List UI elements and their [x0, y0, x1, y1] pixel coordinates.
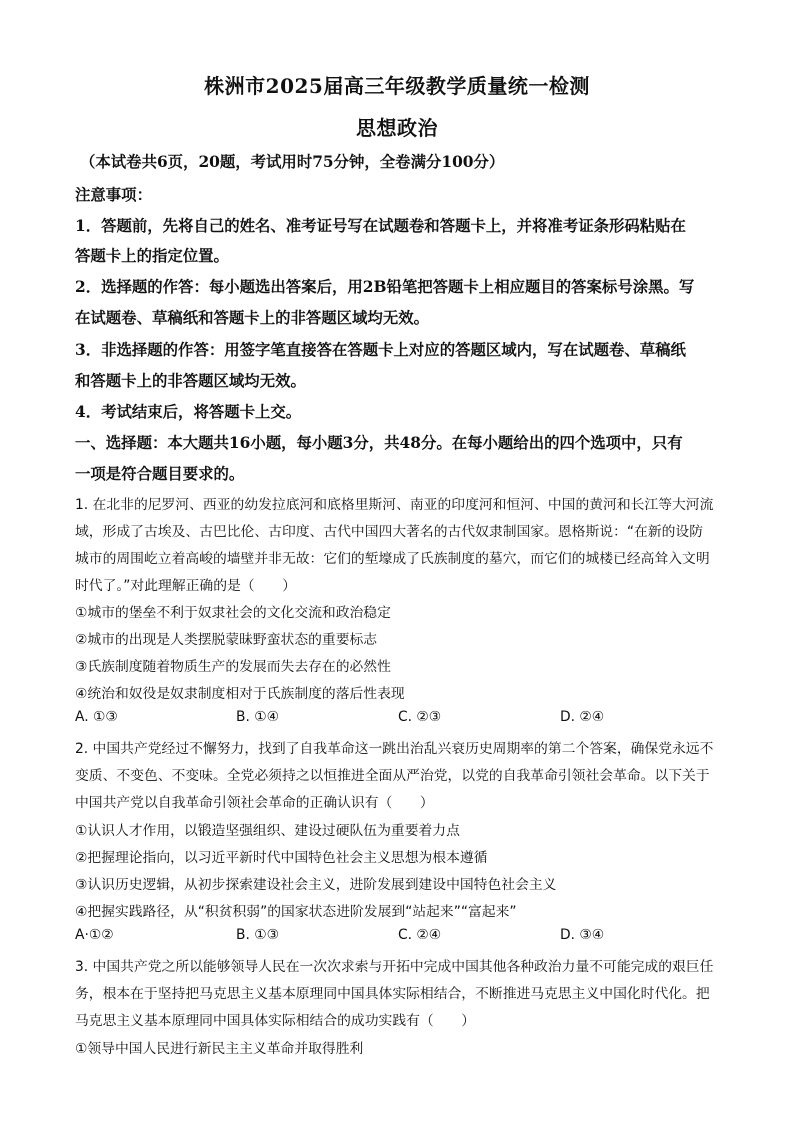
question-3-stem: 3. 中国共产党之所以能够领导人民在一次次求索与开拓中完成中国其他各种政治力量不可能完成的艰巨任 — [75, 959, 714, 975]
question-2-item: ①认识人才作用，以锻造坚强组织、建设过硬队伍为重要着力点 — [75, 823, 460, 839]
notes-line: 和答题卡上的非答题区域均无效。 — [75, 372, 306, 390]
question-2-item: ②把握理论指向，以习近平新时代中国特色社会主义思想为根本遵循 — [75, 850, 488, 866]
notes-line: 1．答题前，先将自己的姓名、准考证号写在试题卷和答题卡上，并将准考证条形码粘贴在 — [75, 217, 686, 235]
section-heading: 一、选择题：本大题共16小题，每小题3分，共48分。在每小题给出的四个选项中，只有 — [75, 434, 683, 452]
question-2-option-c: C. ②④ — [398, 927, 442, 943]
question-3-stem: 务，根本在于坚持把马克思主义基本原理同中国具体实际相结合，不断推进马克思主义中国化时代化。把 — [75, 986, 710, 1002]
question-1-item: ③氏族制度随着物质生产的发展而失去存在的必然性 — [75, 659, 391, 675]
question-1-stem: 时代了。”对此理解正确的是（ ） — [75, 578, 296, 594]
section-heading: 一项是符合题目要求的。 — [75, 465, 245, 483]
question-2-item: ④把握实践路径，从“积贫积弱”的国家状态进阶发展到“站起来”“富起来” — [75, 904, 517, 920]
question-3-item: ①领导中国人民进行新民主主义革命并取得胜利 — [75, 1041, 364, 1057]
question-1-option-a: A. ①③ — [75, 709, 118, 725]
question-3-stem: 马克思主义基本原理同中国具体实际相结合的成功实践有（ ） — [75, 1013, 476, 1029]
notes-line: 3．非选择题的作答：用签字笔直接答在答题卡上对应的答题区域内，写在试题卷、草稿纸 — [75, 341, 686, 359]
exam-title: 株洲市2025届高三年级教学质量统一检测 — [204, 74, 590, 98]
question-2-stem: 变质、不变色、不变味。全党必须持之以恒推进全面从严治党，以党的自我革命引领社会革命。以下关于 — [75, 768, 710, 784]
question-1-item: ①城市的堡垒不利于奴隶社会的文化交流和政治稳定 — [75, 605, 391, 621]
question-2-option-d: D. ③④ — [560, 927, 605, 943]
notes-heading: 注意事项： — [75, 186, 152, 204]
question-1-item: ④统治和奴役是奴隶制度相对于氏族制度的落后性表现 — [75, 686, 405, 702]
question-1-option-d: D. ②④ — [560, 709, 605, 725]
question-1-stem: 1. 在北非的尼罗河、西亚的幼发拉底河和底格里斯河、南亚的印度河和恒河、中国的黄河和长江等大河流 — [75, 497, 714, 513]
question-2-option-b: B. ①③ — [236, 927, 279, 943]
question-1-option-b: B. ①④ — [236, 709, 279, 725]
notes-line: 4．考试结束后，将答题卡上交。 — [75, 403, 302, 421]
question-1-option-c: C. ②③ — [398, 709, 442, 725]
subject-title: 思想政治 — [356, 116, 438, 140]
question-1-stem: 域，形成了古埃及、古巴比伦、古印度、古代中国四大著名的古代奴隶制国家。恩格斯说：“在新的设防 — [75, 524, 704, 540]
notes-line: 答题卡上的指定位置。 — [75, 247, 229, 265]
question-2-stem: 2. 中国共产党经过不懈努力，找到了自我革命这一跳出治乱兴衰历史周期率的第二个答案，确保党永远不 — [75, 741, 714, 757]
question-2-item: ③认识历史逻辑，从初步探索建设社会主义，进阶发展到建设中国特色社会主义 — [75, 877, 557, 893]
notes-line: 在试题卷、草稿纸和答题卡上的非答题区域均无效。 — [75, 309, 429, 327]
question-1-stem: 城市的周围屹立着高峻的墙壁并非无故：它们的堑壕成了氏族制度的墓穴，而它们的城楼已经高耸入文明 — [75, 551, 710, 567]
exam-info: （本试卷共6页，20题，考试用时75分钟，全卷满分100分） — [80, 153, 505, 171]
notes-line: 2．选择题的作答：每小题选出答案后，用2B铅笔把答题卡上相应题目的答案标号涂黑。写 — [75, 278, 695, 296]
question-2-option-a: A·①② — [75, 927, 114, 943]
question-2-stem: 中国共产党以自我革命引领社会革命的正确认识有（ ） — [75, 795, 434, 811]
question-1-item: ②城市的出现是人类摆脱蒙昧野蛮状态的重要标志 — [75, 632, 378, 648]
